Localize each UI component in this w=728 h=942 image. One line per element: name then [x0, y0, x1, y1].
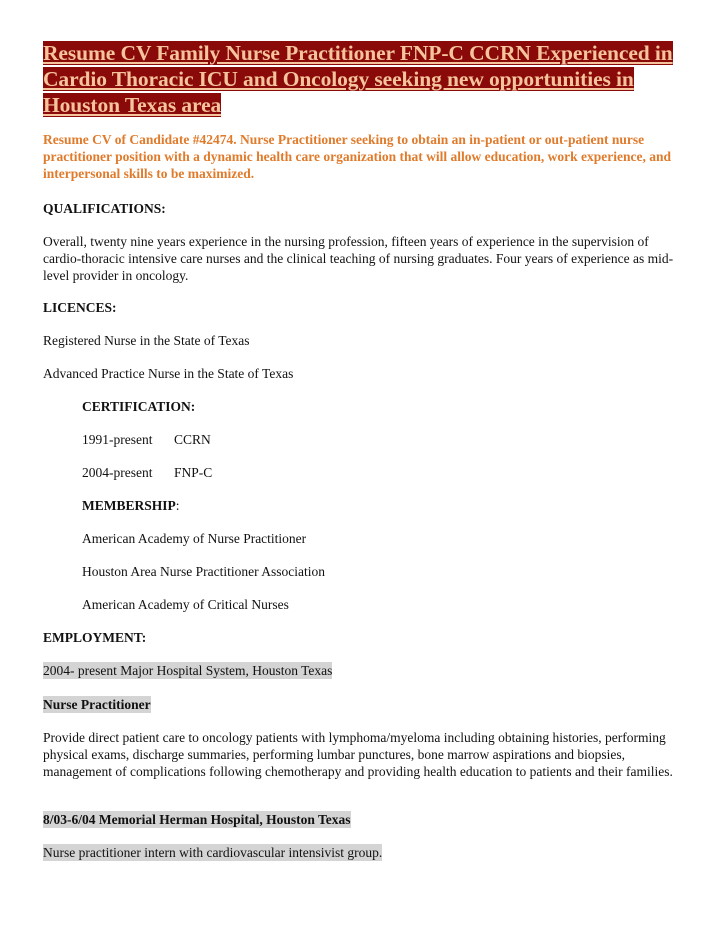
licence-item [43, 332, 688, 349]
qualifications-heading: QUALIFICATIONS: [43, 201, 166, 216]
job-2-period-employer: 8/03-6/04 Memorial Herman Hospital, Houston Texas [43, 812, 351, 827]
job-1-description: Provide direct patient care to oncology patients with lymphoma/myeloma including obtaining histories, performing physical exams, discharge summaries, performing lumbar punctures, bone marrow aspirations and biopsies, management of complications following chemotherapy and providing health education to patients and their families. [43, 730, 673, 779]
membership-colon: : [175, 498, 180, 513]
certification-heading: CERTIFICATION: [82, 399, 196, 414]
document-title-text: Resume CV Family Nurse Practitioner FNP-C CCRN Experienced in Cardio Thoracic ICU and Oncology seeking new opportunities in Houston Texas area [43, 41, 673, 117]
certification-years: 1991-present [82, 432, 153, 447]
resume-document [43, 40, 688, 182]
job-description [43, 729, 688, 780]
membership-item [43, 596, 727, 613]
certification-row [43, 464, 727, 481]
job-2-description: Nurse practitioner intern with cardiovascular intensivist group. [43, 845, 383, 860]
qualifications-body [43, 233, 688, 284]
licence-registered-nurse: Registered Nurse in the State of Texas [43, 333, 250, 348]
qualifications-text: Overall, twenty nine years experience in the nursing profession, fifteen years of experience in the supervision of cardio-thoracic intensive care nurses and the clinical teaching of nursing graduates. Four years of experience as mid-level provider in oncology. [43, 234, 674, 283]
job-1-role: Nurse Practitioner [43, 697, 151, 712]
membership-section [43, 497, 727, 514]
certification-section [43, 398, 727, 415]
membership-hanpa: Houston Area Nurse Practitioner Association [82, 564, 325, 579]
certification-years: 2004-present [82, 465, 153, 480]
membership-aanp: American Academy of Nurse Practitioner [82, 531, 307, 546]
candidate-summary: Resume CV of Candidate #42474. Nurse Practitioner seeking to obtain an in-patient or out-patient nurse practitioner position with a dynamic health care organization that will allow education, work experience, and interpersonal skills to be maximized. [43, 132, 671, 181]
membership-aacn: American Academy of Critical Nurses [82, 597, 289, 612]
employment-heading: EMPLOYMENT: [43, 630, 147, 645]
licence-advanced-practice: Advanced Practice Nurse in the State of Texas [43, 366, 294, 381]
job-role [43, 696, 688, 713]
job-period-employer [43, 662, 688, 679]
certification-name: FNP-C [174, 465, 213, 480]
job-1-period-employer: 2004- present Major Hospital System, Houston Texas [43, 663, 333, 678]
licences-heading: LICENCES: [43, 300, 117, 315]
certification-name: CCRN [174, 432, 211, 447]
certification-row [43, 431, 727, 448]
licences-section [43, 299, 688, 316]
qualifications-section [43, 200, 688, 217]
employment-section [43, 629, 688, 646]
job-period-employer [43, 811, 688, 828]
membership-item [43, 563, 727, 580]
job-description [43, 844, 688, 861]
licence-item [43, 365, 688, 382]
membership-heading: MEMBERSHIP [82, 498, 176, 513]
membership-item [43, 530, 727, 547]
document-title [43, 40, 688, 118]
